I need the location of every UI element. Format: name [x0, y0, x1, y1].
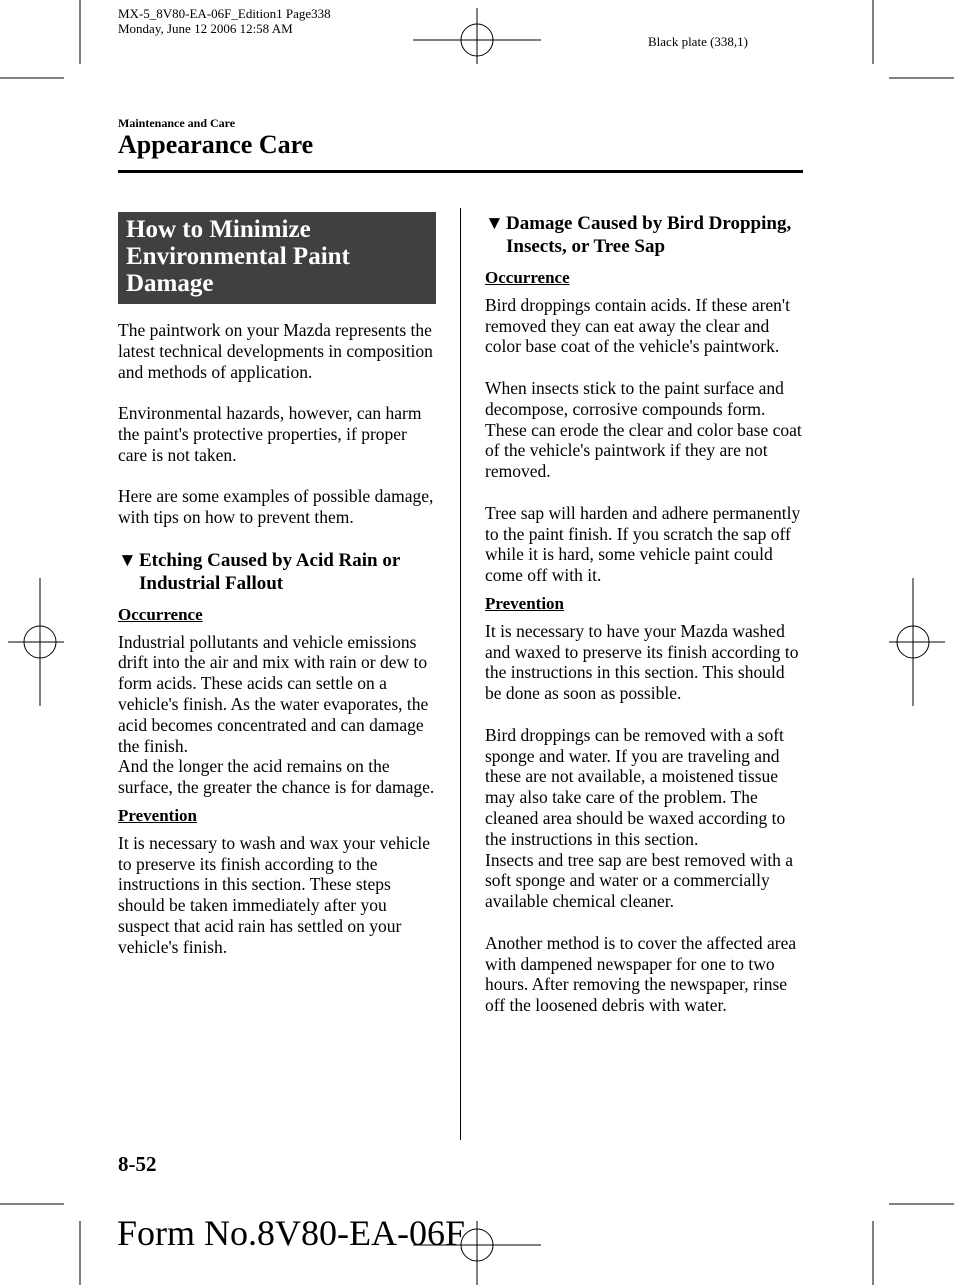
form-number: Form No.8V80-EA-06F [117, 1213, 465, 1253]
prevention-paragraph-2: Bird droppings can be removed with a soft sponge and water. If you are traveling and these are not available, a moistened tissue may also take care of the problem. The cleaned area should be waxed according to the instructions in this section. [485, 724, 786, 849]
plate-label: Black plate (338,1) [648, 34, 748, 49]
prevention-label: Prevention [485, 593, 565, 613]
prevention-label: Prevention [118, 805, 198, 825]
prevention-paragraph-4: Another method is to cover the affected area with dampened newspaper for one to two hours. After removing the newspaper, rinse off the loosened debris with water. [485, 932, 797, 1016]
subheading-text: Damage Caused by Bird Dropping, Insects, or Tree Sap [506, 213, 792, 257]
print-info-date: Monday, June 12 2006 12:58 AM [118, 21, 293, 36]
prevention-paragraph-1: It is necessary to have your Mazda washed and waxed to preserve its finish according to the instructions in this section. This should be done as soon as possible. [485, 620, 799, 704]
title-rule [118, 170, 803, 173]
banner-line-1: How to Minimize [126, 216, 311, 243]
triangle-marker-icon: ▼ [118, 549, 137, 571]
right-column [485, 212, 805, 1037]
section-label: Maintenance and Care [118, 116, 236, 130]
page-title: Appearance Care [118, 130, 314, 159]
subheading-text: Etching Caused by Acid Rain or Industrial Fallout [139, 549, 400, 594]
section-banner [118, 212, 436, 304]
occurrence-label: Occurrence [485, 268, 570, 287]
intro-paragraph-2: Environmental hazards, however, can harm the paint's protective properties, if proper care is not taken. [118, 403, 422, 465]
occurrence-text-2: And the longer the acid remains on the surface, the greater the chance is for damage. [118, 756, 435, 798]
page-number: 8-52 [118, 1152, 157, 1176]
intro-paragraph-3: Here are some examples of possible damage, with tips on how to prevent them. [118, 486, 434, 528]
print-info [118, 6, 331, 36]
occurrence-text-1: Industrial pollutants and vehicle emissions drift into the air and mix with rain or dew to form acids. These acids can settle on a vehicle's finish. As the water evaporates, the acid becomes concentrated and can damage the finish. [118, 631, 429, 756]
column-divider [460, 208, 461, 1140]
subheading-acid-rain [118, 549, 440, 595]
subheading-bird-dropping [485, 212, 805, 258]
occurrence-paragraph-3: Tree sap will harden and adhere permanently to the paint finish. If you scratch the sap off while it is hard, some vehicle paint could come off with it. [485, 502, 801, 586]
occurrence-paragraph-1: Bird droppings contain acids. If these aren't removed they can eat away the clear and color base coat of the vehicle's paintwork. [485, 294, 790, 357]
triangle-marker-icon: ▼ [485, 213, 504, 234]
intro-paragraph-1: The paintwork on your Mazda represents the latest technical developments in composition and methods of application. [118, 320, 433, 382]
prevention-text: It is necessary to wash and wax your vehicle to preserve its finish according to the instructions in this section. These steps should be taken immediately after you suspect that acid rain has settled on your vehicle's finish. [118, 832, 430, 957]
banner-line-2: Environmental Paint Damage [126, 243, 350, 297]
prevention-paragraph-3: Insects and tree sap are best removed with a soft sponge and water or a commercially available chemical cleaner. [485, 849, 794, 912]
occurrence-label: Occurrence [118, 604, 203, 624]
occurrence-paragraph-2: When insects stick to the paint surface and decompose, corrosive compounds form. These can erode the clear and color base coat of the vehicle's paintwork if they are not removed. [485, 377, 802, 482]
print-info-file: MX-5_8V80-EA-06F_Edition1 Page338 [118, 6, 331, 21]
left-column [118, 212, 440, 978]
